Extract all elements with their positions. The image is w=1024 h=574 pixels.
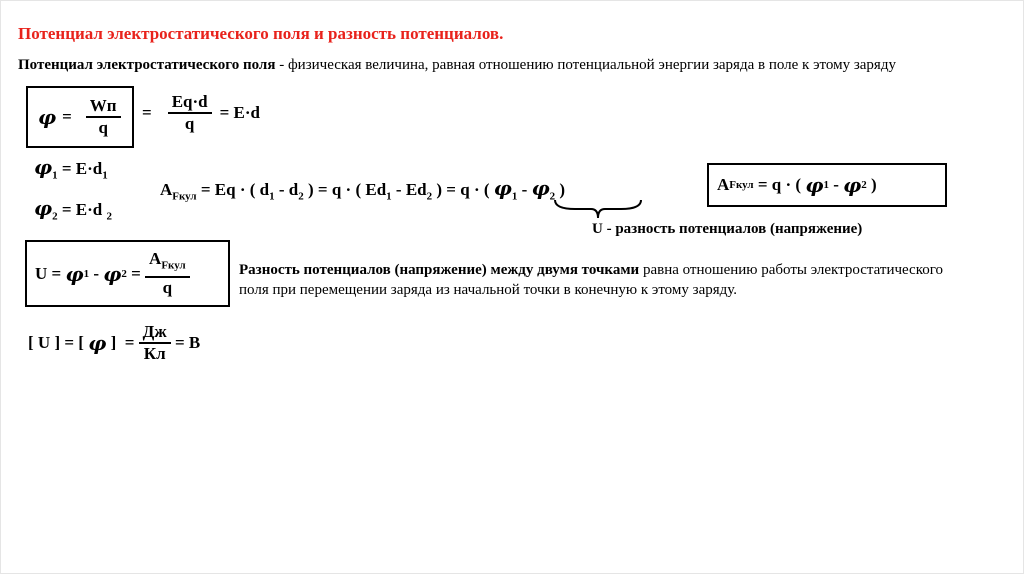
phi-symbol: φ [88, 331, 107, 355]
formula-text: U = [35, 263, 66, 283]
formula-text: - [517, 180, 532, 199]
phi-symbol: φ [34, 155, 53, 179]
fraction-numerator: Дж [139, 322, 171, 344]
subscript: 1 [511, 190, 518, 203]
subscript: Fкул [729, 179, 754, 191]
subscript: 1 [269, 190, 275, 203]
fraction-numerator [145, 249, 190, 277]
work-symbol: A [160, 180, 173, 199]
subscript: 2 [106, 210, 113, 223]
formula-result: = E·d [219, 103, 261, 122]
formula-text: - d [274, 180, 299, 199]
fraction-denominator-2: q [184, 114, 195, 133]
potential-definition [18, 57, 896, 74]
phi-symbol: φ [843, 173, 862, 197]
fraction-numerator-2: Eq·d [168, 92, 212, 114]
fraction-denominator: Кл [143, 344, 166, 363]
units-formula [28, 322, 200, 364]
definition-text: - физическая величина, равная отношению потенциальной энергии заряда в поле к этому заряду [275, 57, 896, 73]
formula-text: ) [555, 180, 566, 199]
formula-text: = E·d [57, 159, 103, 178]
work-formula [160, 176, 565, 202]
underbrace-icon [553, 198, 643, 220]
equals-sign-2: = [142, 103, 152, 122]
formula-text: = [126, 263, 146, 283]
subscript: Fкул [161, 259, 186, 272]
slide-title: Потенциал электростатического поля и разность потенциалов. [18, 24, 504, 43]
energy-fraction [86, 96, 121, 138]
phi-symbol: φ [805, 173, 824, 197]
work-charge-fraction [145, 249, 190, 297]
formula-text: ) = q · ( [432, 180, 494, 199]
equals-sign: = [62, 107, 72, 126]
potential-formula-box [26, 86, 134, 148]
subscript: 2 [298, 190, 304, 203]
work-formula-box [707, 163, 947, 207]
subscript: Fкул [172, 190, 197, 203]
definition-text: равна отношению работы электростатического поля при перемещении заряда из начальной точки в конечную к этому заряду. [239, 262, 944, 298]
subscript: 2 [426, 190, 433, 203]
formula-text: = E·d [57, 200, 107, 219]
definition-term: Разность потенциалов (напряжение) между двумя точками [239, 262, 640, 278]
fraction-numerator: Wп [86, 96, 121, 118]
voltage-formula-box [25, 240, 230, 307]
formula-text: ] = [106, 333, 139, 352]
phi1-formula [34, 155, 108, 181]
formula-text: [ U ] = [ [28, 333, 89, 352]
subscript: 1 [52, 169, 58, 182]
formula-text: = q · ( [753, 175, 806, 194]
formula-text: = Eq · ( d [196, 180, 270, 199]
units-fraction [139, 322, 171, 364]
phi-symbol: φ [493, 176, 512, 200]
fraction-denominator: q [162, 277, 173, 297]
voltage-definition [239, 260, 959, 300]
subscript: 2 [861, 179, 867, 191]
phi2-formula [34, 196, 112, 222]
formula-text: ) = q · ( Ed [303, 180, 387, 199]
formula-text: - [828, 175, 844, 194]
formula-text: ) [866, 175, 877, 194]
subscript: 1 [823, 179, 829, 191]
phi-symbol: φ [34, 196, 53, 220]
field-fraction [168, 92, 212, 134]
subscript: 1 [83, 267, 90, 280]
subscript: 2 [121, 267, 127, 280]
subscript: 1 [102, 169, 108, 182]
formula-text: - Ed [391, 180, 427, 199]
definition-term: Потенциал электростатического поля [18, 57, 276, 73]
subscript: 1 [386, 190, 392, 203]
voltage-label: U - разность потенциалов (напряжение) [592, 221, 863, 237]
formula-text: - [89, 263, 104, 283]
potential-formula-rest [142, 92, 260, 134]
fraction-denominator: q [98, 118, 108, 137]
phi-symbol: φ [103, 261, 122, 286]
phi-symbol: φ [531, 176, 550, 200]
work-symbol: A [717, 175, 730, 194]
phi-symbol: φ [65, 261, 84, 286]
work-symbol: A [149, 249, 162, 269]
formula-result: = В [170, 333, 201, 352]
subscript: 2 [52, 210, 58, 223]
phi-symbol: φ [38, 105, 57, 129]
subscript: 2 [549, 190, 556, 203]
